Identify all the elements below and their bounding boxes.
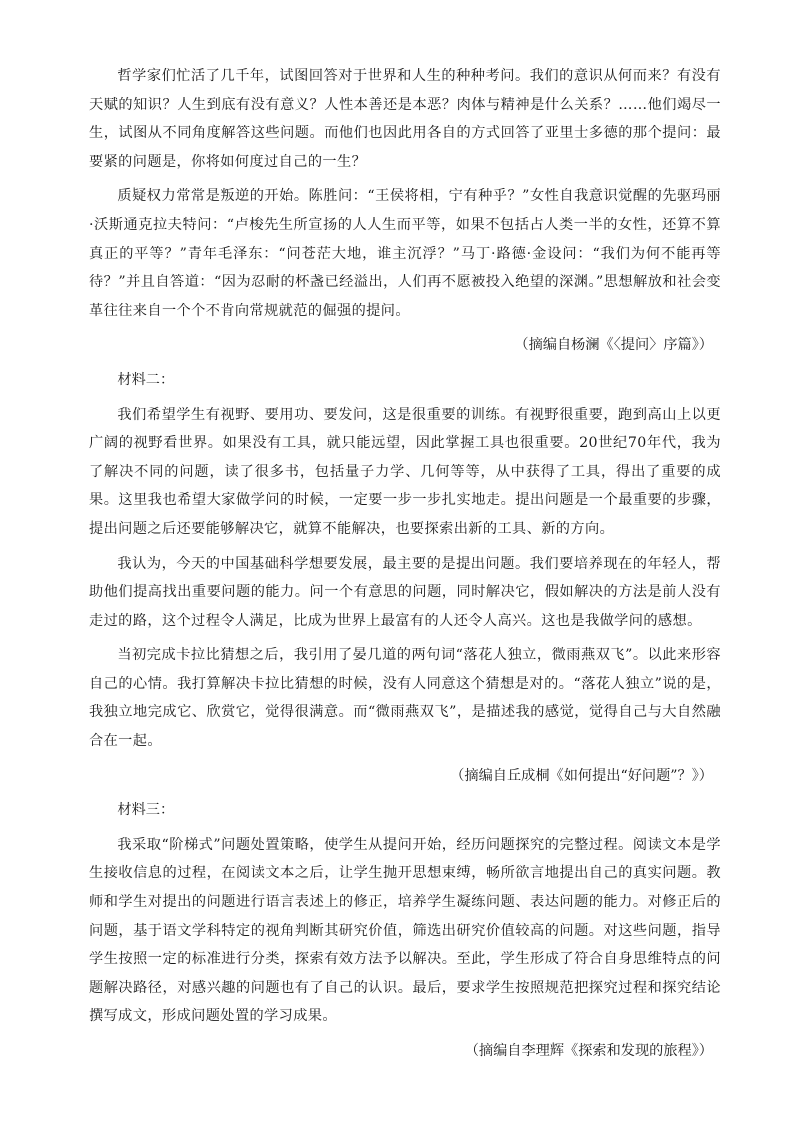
document-page — [89, 62, 721, 1066]
material3-heading: 材料三： — [117, 802, 175, 819]
material2-citation: （摘编自丘成桐《如何提出“好问题”？》） — [450, 767, 713, 784]
material2-heading: 材料二： — [117, 371, 175, 388]
material1-citation: （摘编自杨澜《〈提问〉序篇》） — [514, 337, 713, 354]
material2-paragraph-3: 当初完成卡拉比猜想之后，我引用了晏几道的两句词“落花人独立，微雨燕双飞”。以此来形容自己的心情。我打算解决卡拉比猜想的时候，没有人同意这个猜想是对的。“落花人独立”说的是，我独立地完成它、欣赏它，觉得很满意。而“微雨燕双飞”，是描述我的感觉，觉得自己与大自然融合在一起。 — [89, 647, 721, 750]
material2-paragraph-2: 我认为，今天的中国基础科学想要发展，最主要的是提出问题。我们要培养现在的年轻人，帮助他们提高找出重要问题的能力。问一个有意思的问题，同时解决它，假如解决的方法是前人没有走过的路，这个过程令人满足，比成为世界上最富有的人还令人高兴。这也是我做学问的感想。 — [89, 555, 721, 629]
material2-paragraph-1: 我们希望学生有视野、要用功、要发问，这是很重要的训练。有视野很重要，跑到高山上以更广阔的视野看世界。如果没有工具，就只能远望，因此掌握工具也很重要。20世纪70年代，我为了解决不同的问题，读了很多书，包括量子力学、几何等等，从中获得了工具，得出了重要的成果。这里我也希望大家做学问的时候，一定要一步一步扎实地走。提出问题是一个最重要的步骤，提出问题之后还要能够解决它，就算不能解决，也要探索出新的工具、新的方向。 — [89, 406, 721, 537]
material1-paragraph-2: 质疑权力常常是叛逆的开始。陈胜问：“王侯将相，宁有种乎？”女性自我意识觉醒的先驱玛丽·沃斯通克拉夫特问：“卢梭先生所宣扬的人人生而平等，如果不包括占人类一半的女性，还算不算真正的平等？”青年毛泽东：“问苍茫大地，谁主沉浮？”马丁·路德·金设问：“我们为何不能再等待？”并且自答道：“因为忍耐的杯盏已经溢出，人们再不愿被投入绝望的深渊。”思想解放和社会变革往往来自一个个不肯向常规就范的倔强的提问。 — [89, 188, 721, 319]
material3-citation: （摘编自李理辉《探索和发现的旅程》） — [464, 1043, 713, 1059]
material1-paragraph-1: 哲学家们忙活了几千年，试图回答对于世界和人生的种种考问。我们的意识从何而来？有没有天赋的知识？人生到底有没有意义？人性本善还是本恶？肉体与精神是什么关系？……他们竭尽一生，试图从不同角度解答这些问题。而他们也因此用各自的方式回答了亚里士多德的那个提问：最要紧的问题是，你将如何度过自己的一生？ — [89, 68, 721, 170]
material3-paragraph-1: 我采取“阶梯式”问题处置策略，使学生从提问开始，经历问题探究的完整过程。阅读文本是学生接收信息的过程，在阅读文本之后，让学生抛开思想束缚，畅所欲言地提出自己的真实问题。教师和学生对提出的问题进行语言表述上的修正，培养学生凝练问题、表达问题的能力。对修正后的问题，基于语文学科特定的视角判断其研究价值，筛选出研究价值较高的问题。对这些问题，指导学生按照一定的标准进行分类，探索有效方法予以解决。至此，学生形成了符合自身思维特点的问题解决路径，对感兴趣的问题也有了自己的认识。最后，要求学生按照规范把探究过程和探究结论撰写成文，形成问题处置的学习成果。 — [89, 836, 721, 1025]
